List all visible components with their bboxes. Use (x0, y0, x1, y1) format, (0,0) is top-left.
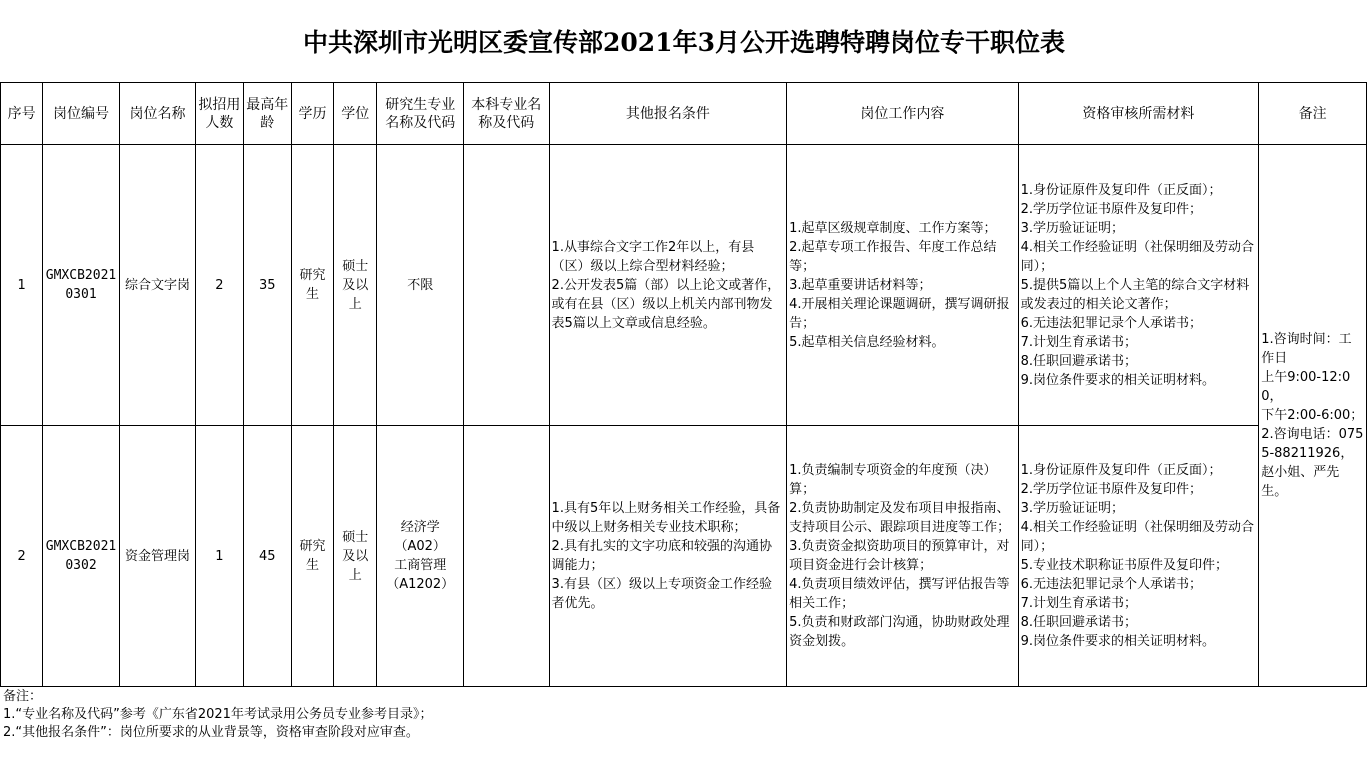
footnote-item: 2.“其他报名条件”：岗位所要求的从业背景等，资格审查阶段对应审查。 (3, 725, 419, 740)
header-age: 最高年龄 (243, 83, 291, 145)
cell-grad-major: 不限 (377, 145, 464, 426)
cell-materials: 1.身份证原件及复印件（正反面）； 2.学历学位证书原件及复印件； 3.学历验证证明； 4.相关工作经验证明（社保明细及劳动合同）； 5.提供5篇以上个人主笔的综合文字材料或发表过的相关论文著作； 6.无违法犯罪记录个人承诺书； 7.计划生育承诺书； 8.任职回避承诺书； 9.岗位条件要求的相关证明材料。 (1018, 145, 1259, 426)
cell-name: 综合文字岗 (119, 145, 196, 426)
positions-table (0, 82, 1367, 687)
page-title: 中共深圳市光明区委宣传部2021年3月公开选聘特聘岗位专干职位表 (303, 28, 1065, 57)
cell-code: GMXCB20210301 (43, 145, 120, 426)
cell-materials: 1.身份证原件及复印件（正反面）； 2.学历学位证书原件及复印件； 3.学历验证证明； 4.相关工作经验证明（社保明细及劳动合同）； 5.专业技术职称证书原件及复印件； 6.无违法犯罪记录个人承诺书； 7.计划生育承诺书； 8.任职回避承诺书； 9.岗位条件要求的相关证明材料。 (1018, 426, 1259, 687)
cell-edu: 研究生 (291, 426, 333, 687)
cell-degree: 硕士及以上 (334, 145, 377, 426)
cell-duties: 1.负责编制专项资金的年度预（决）算； 2.负责协助制定及发布项目申报指南、支持项目公示、跟踪项目进度等工作； 3.负责资金拟资助项目的预算审计，对项目资金进行会计核算； 4.负责项目绩效评估，撰写评估报告等相关工作； 5.负责和财政部门沟通，协助财政处理资金划拨。 (787, 426, 1019, 687)
cell-count: 2 (196, 145, 243, 426)
cell-ug-major (463, 145, 549, 426)
cell-duties: 1.起草区级规章制度、工作方案等； 2.起草专项工作报告、年度工作总结等； 3.起草重要讲话材料等； 4.开展相关理论课题调研，撰写调研报告； 5.起草相关信息经验材料。 (787, 145, 1019, 426)
cell-seq: 2 (1, 426, 43, 687)
cell-seq: 1 (1, 145, 43, 426)
header-conditions: 其他报名条件 (549, 83, 787, 145)
table-row (1, 426, 1367, 687)
header-row (1, 83, 1367, 145)
cell-degree: 硕士及以上 (334, 426, 377, 687)
cell-code: GMXCB20210302 (43, 426, 120, 687)
cell-ug-major (463, 426, 549, 687)
header-count: 拟招用人数 (196, 83, 243, 145)
header-materials: 资格审核所需材料 (1018, 83, 1259, 145)
header-degree: 学位 (334, 83, 377, 145)
header-code: 岗位编号 (43, 83, 120, 145)
header-ug-major: 本科专业名称及代码 (463, 83, 549, 145)
header-grad-major: 研究生专业名称及代码 (377, 83, 464, 145)
table-row (1, 145, 1367, 426)
cell-edu: 研究生 (291, 145, 333, 426)
cell-age: 45 (243, 426, 291, 687)
footnotes (3, 688, 432, 742)
cell-grad-major: 经济学 （A02） 工商管理 （A1202） (377, 426, 464, 687)
header-duties: 岗位工作内容 (787, 83, 1019, 145)
header-seq: 序号 (1, 83, 43, 145)
cell-age: 35 (243, 145, 291, 426)
cell-conditions: 1.具有5年以上财务相关工作经验，具备中级以上财务相关专业技术职称； 2.具有扎实的文字功底和较强的沟通协调能力； 3.有县（区）级以上专项资金工作经验者优先。 (549, 426, 787, 687)
cell-name: 资金管理岗 (119, 426, 196, 687)
cell-count: 1 (196, 426, 243, 687)
cell-conditions: 1.从事综合文字工作2年以上，有县（区）级以上综合型材料经验； 2.公开发表5篇（部）以上论文或著作，或有在县（区）级以上机关内部刊物发表5篇以上文章或信息经验。 (549, 145, 787, 426)
header-edu: 学历 (291, 83, 333, 145)
header-name: 岗位名称 (119, 83, 196, 145)
cell-remark: 1.咨询时间：工作日 上午9:00-12:00， 下午2:00-6:00； 2.咨询电话：0755-88211926，赵小姐、严先生。 (1259, 145, 1367, 687)
footnote-item: 1.“专业名称及代码”参考《广东省2021年考试录用公务员专业参考目录》； (3, 707, 433, 722)
header-remark: 备注 (1259, 83, 1367, 145)
footnote-heading: 备注： (3, 689, 43, 704)
